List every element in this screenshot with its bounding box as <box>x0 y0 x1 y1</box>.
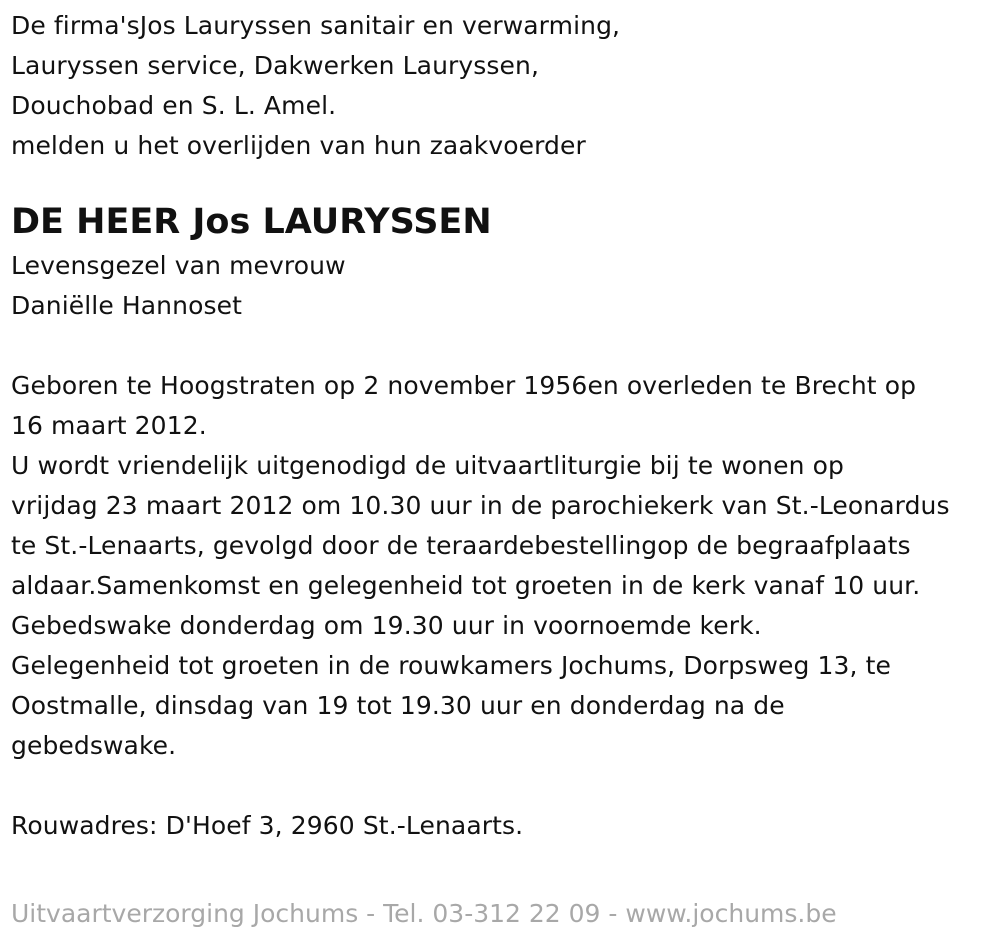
spacer <box>11 326 996 366</box>
details-line: aldaar.Samenkomst en gelegenheid tot groeten in de kerk vanaf 10 uur. <box>11 571 921 600</box>
details-line: Geboren te Hoogstraten op 2 november 1956en overleden te Brecht op <box>11 371 917 400</box>
details-line: Gelegenheid tot groeten in de rouwkamers Jochums, Dorpsweg 13, te <box>11 651 891 680</box>
intro-line: De firma'sJos Lauryssen sanitair en verwarming, <box>11 11 621 40</box>
details-line: gebedswake. <box>11 731 177 760</box>
intro-line: Douchobad en S. L. Amel. <box>11 91 337 120</box>
details-line: U wordt vriendelijk uitgenodigd de uitvaartliturgie bij te wonen op <box>11 451 844 480</box>
intro-line: Lauryssen service, Dakwerken Lauryssen, <box>11 51 540 80</box>
mourning-address: Rouwadres: D'Hoef 3, 2960 St.-Lenaarts. <box>11 811 524 840</box>
details-line: 16 maart 2012. <box>11 411 207 440</box>
intro-line: melden u het overlijden van hun zaakvoerder <box>11 131 586 160</box>
details-line: te St.-Lenaarts, gevolgd door de teraardebestellingop de begraafplaats <box>11 531 911 560</box>
death-notice <box>11 6 996 846</box>
partner-line: Levensgezel van mevrouw <box>11 251 346 280</box>
spacer <box>11 766 996 806</box>
details-block <box>11 366 996 766</box>
details-line: Gebedswake donderdag om 19.30 uur in voornoemde kerk. <box>11 611 762 640</box>
partner-line: Daniëlle Hannoset <box>11 291 242 320</box>
details-line: Oostmalle, dinsdag van 19 tot 19.30 uur en donderdag na de <box>11 691 785 720</box>
partner-block <box>11 246 996 326</box>
funeral-home-footer: Uitvaartverzorging Jochums - Tel. 03-312 22 09 - www.jochums.be <box>11 899 837 928</box>
details-line: vrijdag 23 maart 2012 om 10.30 uur in de parochiekerk van St.-Leonardus <box>11 491 950 520</box>
intro-block <box>11 6 996 166</box>
deceased-name: DE HEER Jos LAURYSSEN <box>11 202 492 242</box>
spacer <box>11 166 996 198</box>
